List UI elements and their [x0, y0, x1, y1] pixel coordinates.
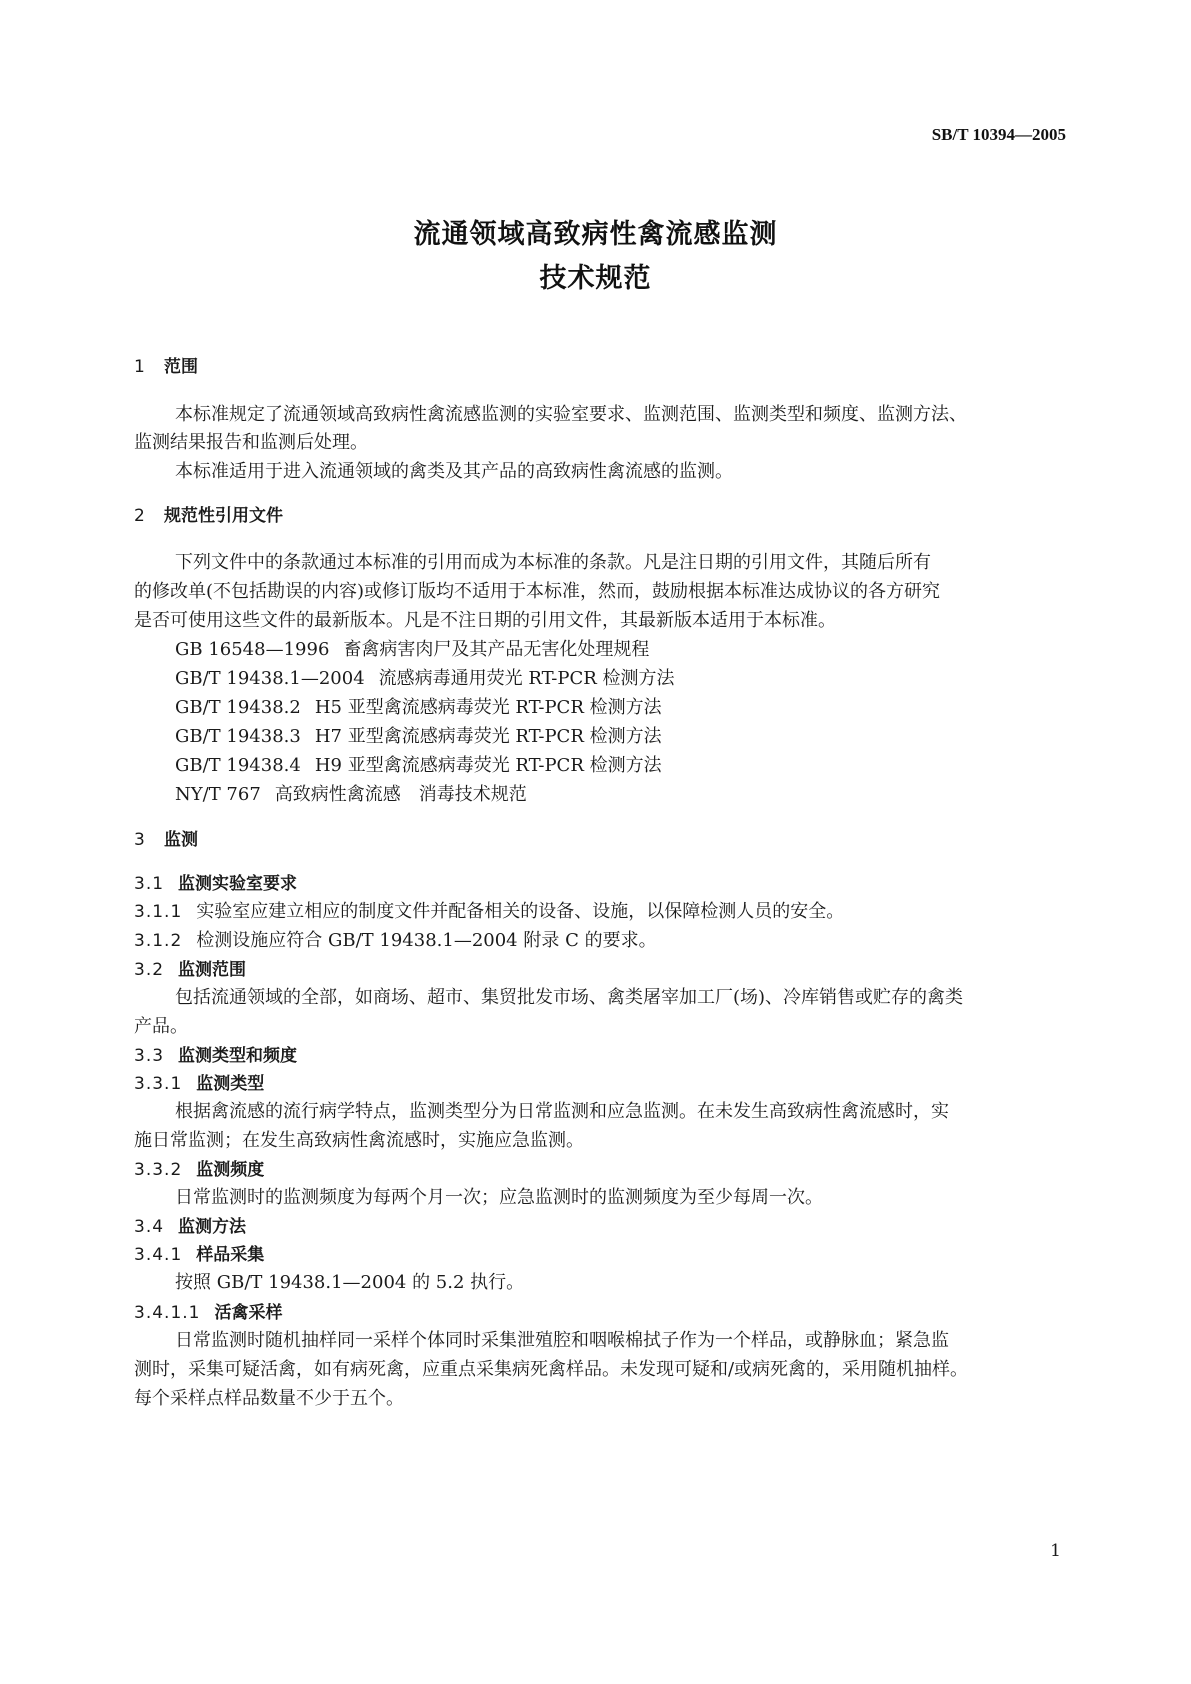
paragraph: 的修改单(不包括勘误的内容)或修订版均不适用于本标准，然而，鼓励根据本标准达成协议的各方研究	[134, 581, 941, 602]
section-title: 监测	[164, 830, 198, 850]
page-number: 1	[1050, 1541, 1061, 1561]
reference-item	[175, 722, 662, 748]
reference-item	[175, 635, 649, 661]
reference-title: H9 亚型禽流感病毒荧光 RT-PCR 检测方法	[314, 755, 662, 776]
subsection-3-4-1-heading	[134, 1240, 264, 1265]
section-number: 3.3.2	[134, 1160, 183, 1180]
paragraph: 本标准适用于进入流通领域的禽类及其产品的高致病性禽流感的监测。	[175, 461, 733, 482]
paragraph: 日常监测时的监测频度为每两个月一次；应急监测时的监测频度为至少每周一次。	[175, 1187, 823, 1208]
section-title: 监测频度	[196, 1160, 265, 1180]
reference-title: 畜禽病害肉尸及其产品无害化处理规程	[343, 639, 650, 660]
section-title: 监测方法	[178, 1217, 247, 1237]
paragraph: 本标准规定了流通领域高致病性禽流感监测的实验室要求、监测范围、监测类型和频度、监测方法、	[175, 404, 967, 425]
clause-text: 实验室应建立相应的制度文件并配备相关的设备、设施，以保障检测人员的安全。	[196, 901, 845, 922]
section-number: 2	[134, 506, 145, 526]
section-1-heading	[134, 352, 198, 377]
subsection-3-4-heading	[134, 1212, 246, 1237]
paragraph: 下列文件中的条款通过本标准的引用而成为本标准的条款。凡是注日期的引用文件，其随后所有	[175, 552, 931, 573]
standard-number: SB/T 10394—2005	[931, 125, 1066, 144]
clause-3-1-2	[134, 926, 657, 952]
section-title: 范围	[164, 357, 198, 377]
clause-text: 检测设施应符合 GB/T 19438.1—2004 附录 C 的要求。	[196, 930, 657, 951]
reference-item	[175, 664, 675, 690]
section-title: 规范性引用文件	[164, 506, 283, 526]
reference-item	[175, 751, 662, 777]
paragraph: 测时，采集可疑活禽，如有病死禽，应重点采集病死禽样品。未发现可疑和/或病死禽的，采用随机抽样。	[134, 1359, 969, 1380]
section-title: 监测范围	[178, 960, 247, 980]
reference-code: GB/T 19438.2	[175, 697, 301, 718]
paragraph: 是否可使用这些文件的最新版本。凡是不注日期的引用文件，其最新版本适用于本标准。	[134, 610, 836, 631]
paragraph: 每个采样点样品数量不少于五个。	[134, 1388, 404, 1409]
paragraph: 施日常监测；在发生高致病性禽流感时，实施应急监测。	[134, 1130, 584, 1151]
section-number: 3	[134, 830, 145, 850]
section-number: 3.1.1	[134, 902, 183, 922]
section-number: 1	[134, 357, 145, 377]
section-number: 3.3	[134, 1046, 165, 1066]
paragraph: 监测结果报告和监测后处理。	[134, 432, 368, 453]
paragraph: 包括流通领域的全部，如商场、超市、集贸批发市场、禽类屠宰加工厂(场)、冷库销售或贮存的禽类	[175, 987, 964, 1008]
reference-title: 高致病性禽流感 消毒技术规范	[274, 784, 527, 805]
reference-item	[175, 693, 662, 719]
reference-title: H7 亚型禽流感病毒荧光 RT-PCR 检测方法	[314, 726, 662, 747]
section-title: 活禽采样	[214, 1303, 283, 1323]
section-title: 监测类型和频度	[178, 1046, 298, 1066]
section-number: 3.4.1	[134, 1245, 183, 1265]
section-2-heading	[134, 501, 283, 526]
section-title: 监测类型	[196, 1074, 265, 1094]
subsection-3-2-heading	[134, 955, 246, 980]
paragraph: 按照 GB/T 19438.1—2004 的 5.2 执行。	[175, 1272, 525, 1293]
reference-title: H5 亚型禽流感病毒荧光 RT-PCR 检测方法	[314, 697, 662, 718]
paragraph: 日常监测时随机抽样同一采样个体同时采集泄殖腔和咽喉棉拭子作为一个样品，或静脉血；紧急监	[175, 1330, 949, 1351]
section-3-heading	[134, 825, 198, 850]
section-number: 3.1	[134, 874, 165, 894]
section-number: 3.3.1	[134, 1074, 183, 1094]
section-title: 监测实验室要求	[178, 874, 298, 894]
section-number: 3.2	[134, 960, 165, 980]
subsection-3-3-1-heading	[134, 1069, 264, 1094]
reference-code: NY/T 767	[175, 784, 261, 805]
reference-code: GB/T 19438.1—2004	[175, 668, 365, 689]
subsection-3-3-heading	[134, 1041, 297, 1066]
paragraph: 产品。	[134, 1016, 188, 1037]
reference-code: GB 16548—1996	[175, 639, 330, 660]
document-title-line2: 技术规范	[539, 263, 652, 294]
reference-title: 流感病毒通用荧光 RT-PCR 检测方法	[378, 668, 675, 689]
subsection-3-4-1-1-heading	[134, 1298, 282, 1323]
reference-item	[175, 780, 527, 806]
section-title: 样品采集	[196, 1245, 265, 1265]
reference-code: GB/T 19438.3	[175, 726, 301, 747]
section-number: 3.1.2	[134, 931, 183, 951]
section-number: 3.4.1.1	[134, 1303, 201, 1323]
section-number: 3.4	[134, 1217, 165, 1237]
document-title-line1: 流通领域高致病性禽流感监测	[413, 219, 778, 250]
subsection-3-3-2-heading	[134, 1155, 264, 1180]
reference-code: GB/T 19438.4	[175, 755, 301, 776]
subsection-3-1-heading	[134, 869, 297, 894]
paragraph: 根据禽流感的流行病学特点，监测类型分为日常监测和应急监测。在未发生高致病性禽流感时，实	[175, 1101, 949, 1122]
clause-3-1-1	[134, 897, 844, 923]
